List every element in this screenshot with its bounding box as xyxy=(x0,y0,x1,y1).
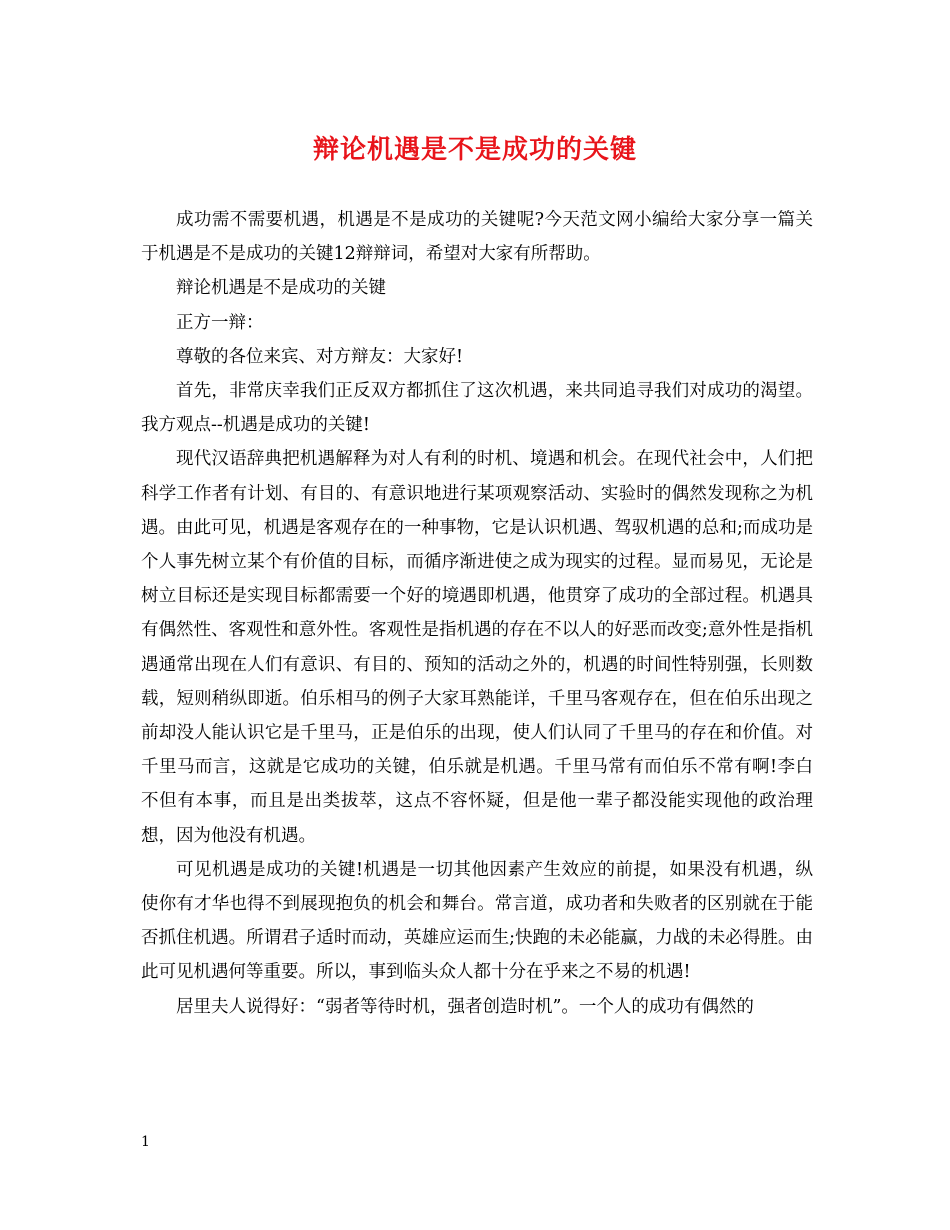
page-number: 1 xyxy=(141,1134,150,1150)
paragraph-greeting: 尊敬的各位来宾、对方辩友：大家好! xyxy=(176,346,464,367)
paragraph-intro: 成功需不需要机遇，机遇是不是成功的关键呢?今天范文网小编给大家分享一篇关于机遇是不是成功的关键12辩辩词，希望对大家有所帮助。 xyxy=(141,210,813,265)
paragraph-definition: 现代汉语辞典把机遇解释为对人有利的时机、境遇和机会。在现代社会中，人们把科学工作者有计划、有目的、有意识地进行某项观察活动、实验时的偶然发现称之为机遇。由此可见，机遇是客观存在的一种事物，它是认识机遇、驾驭机遇的总和;而成功是个人事先树立某个有价值的目标，而循序渐进使之成为现实的过程。显而易见，无论是树立目标还是实现目标都需要一个好的境遇即机遇，他贯穿了成功的全部过程。机遇具有偶然性、客观性和意外性。客观性是指机遇的存在不以人的好恶而改变;意外性是指机遇通常出现在人们有意识、有目的、预知的活动之外的，机遇的时间性特别强，长则数载，短则稍纵即逝。伯乐相马的例子大家耳熟能详，千里马客观存在，但在伯乐出现之前却没人能认识它是千里马，正是伯乐的出现，使人们认同了千里马的存在和价值。对千里马而言，这就是它成功的关键，伯乐就是机遇。千里马常有而伯乐不常有啊!李白不但有本事，而且是出类拔萃，这点不容怀疑，但是他一辈子都没能实现他的政治理想，因为他没有机遇。 xyxy=(141,449,813,846)
paragraph-subtitle: 辩论机遇是不是成功的关键 xyxy=(176,278,386,299)
document-body xyxy=(141,203,813,1024)
paragraph-quote: 居里夫人说得好：“弱者等待时机，强者创造时机”。一个人的成功有偶然的 xyxy=(176,996,754,1017)
page-title: 辩论机遇是不是成功的关键 xyxy=(312,135,637,165)
paragraph-speaker: 正方一辩： xyxy=(176,312,264,333)
paragraph-argument: 可见机遇是成功的关键!机遇是一切其他因素产生效应的前提，如果没有机遇，纵使你有才华也得不到展现抱负的机会和舞台。常言道，成功者和失败者的区别就在于能否抓住机遇。所谓君子适时而动，英雄应运而生;快跑的未必能赢，力战的未必得胜。由此可见机遇何等重要。所以，事到临头众人都十分在乎来之不易的机遇! xyxy=(141,859,813,983)
paragraph-opening: 首先，非常庆幸我们正反双方都抓住了这次机遇，来共同追寻我们对成功的渴望。我方观点--机遇是成功的关键! xyxy=(141,381,813,436)
